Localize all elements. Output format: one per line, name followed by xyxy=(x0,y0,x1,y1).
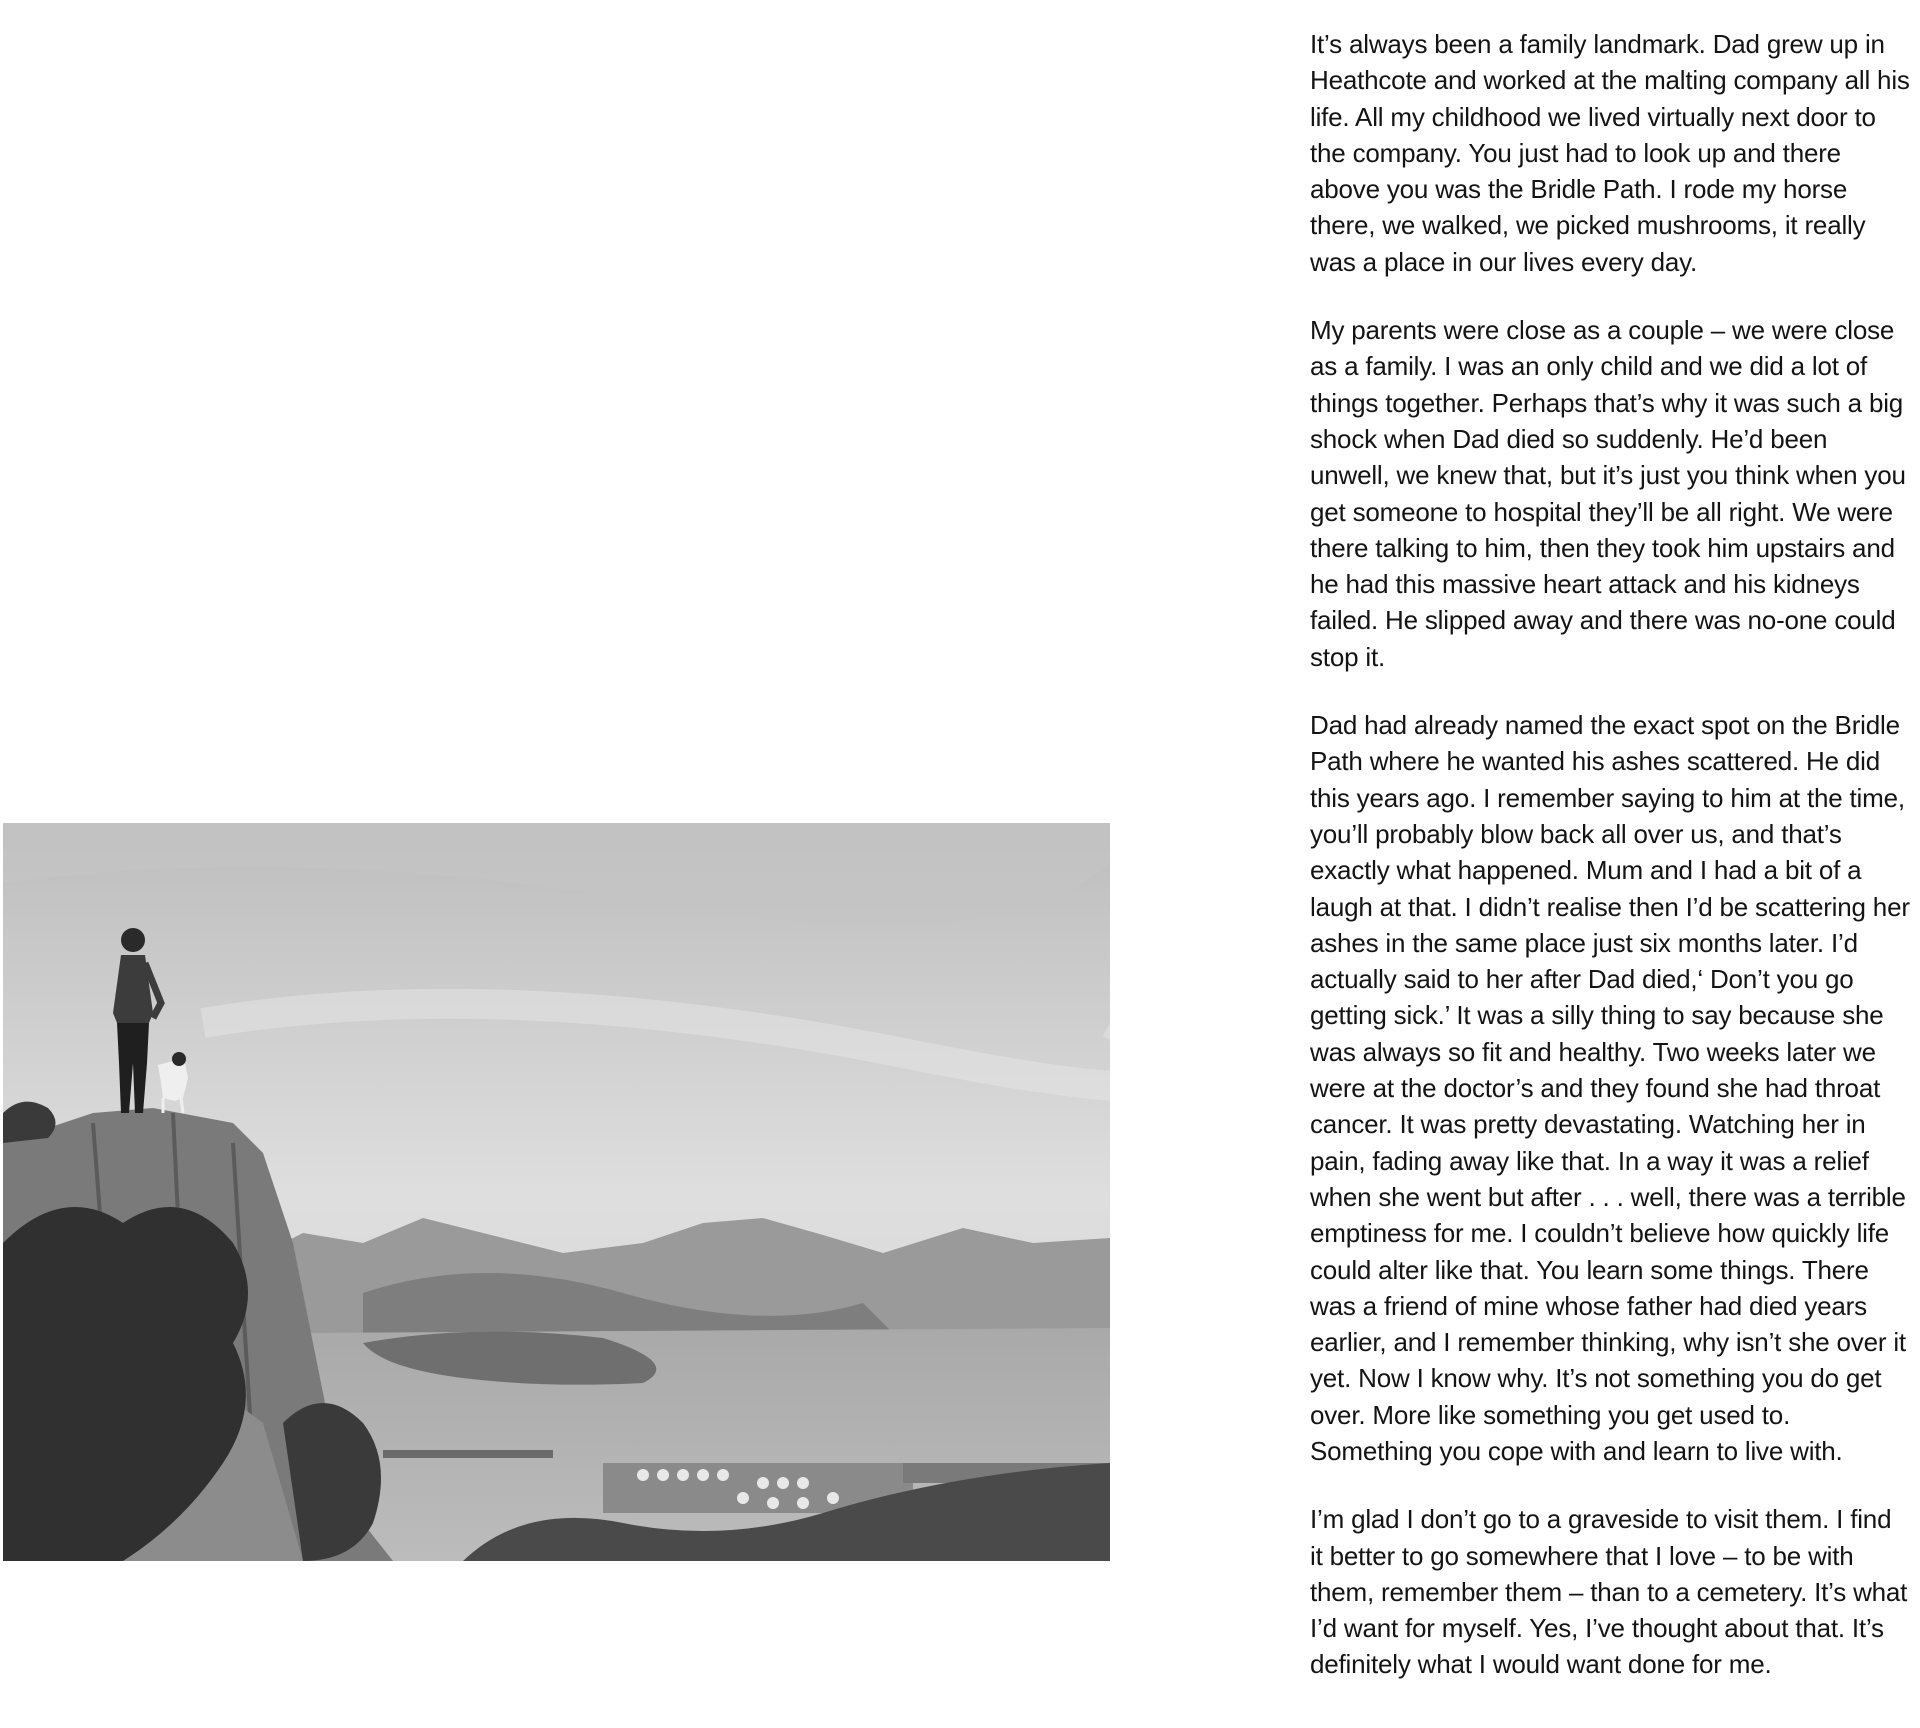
paragraph-1: It’s always been a family landmark. Dad grew up in Heathcote and worked at the malting company all his life. All my childhood we lived virtually next door to the company. You just had to look up and there above you was the Bridle Path. I rode my horse there, we walked, we picked mushrooms, it really was a place in our lives every day. xyxy=(1310,29,1910,277)
paragraph-4: I’m glad I don’t go to a graveside to visit them. I find it better to go somewhere that I love – to be with them, remember them – than to a cemetery. It’s what I’d want for myself. Yes, I’ve thought about that. It’s definitely what I would want done for me. xyxy=(1310,1504,1908,1680)
landscape-photo-icon xyxy=(3,823,1110,1561)
article-text xyxy=(1310,26,1910,1715)
paragraph-3: Dad had already named the exact spot on the Bridle Path where he wanted his ashes scattered. He did this years ago. I remember saying to him at the time, you’ll probably blow back all over us, and that’s exactly what happened. Mum and I had a bit of a laugh at that. I didn’t realise then I’d be scattering her ashes in the same place just six months later. I’d actually said to her after Dad died,‘ Don’t you go getting sick.’ It was a silly thing to say because she was always so fit and healthy. Two weeks later we were at the doctor’s and they found she had throat cancer. It was pretty devastating. Watching her in pain, fading away like that. In a way it was a relief when she went but after . . . well, there was a terrible emptiness for me. I couldn’t believe how quickly life could alter like that. You learn some things. There was a friend of mine whose father had died years earlier, and I remember thinking, why isn’t she over it yet. Now I know why. It’s not something you do get over. More like something you get used to. Something you cope with and learn to live with. xyxy=(1310,710,1910,1466)
landscape-photo xyxy=(3,823,1110,1561)
paragraph-2: My parents were close as a couple – we were close as a family. I was an only child and we did a lot of things together. Perhaps that’s why it was such a big shock when Dad died so suddenly. He’d been unwell, we knew that, but it’s just you think when you get someone to hospital they’ll be all right. We were there talking to him, then they took him upstairs and he had this massive heart attack and his kidneys failed. He slipped away and there was no-one could stop it. xyxy=(1310,315,1906,672)
